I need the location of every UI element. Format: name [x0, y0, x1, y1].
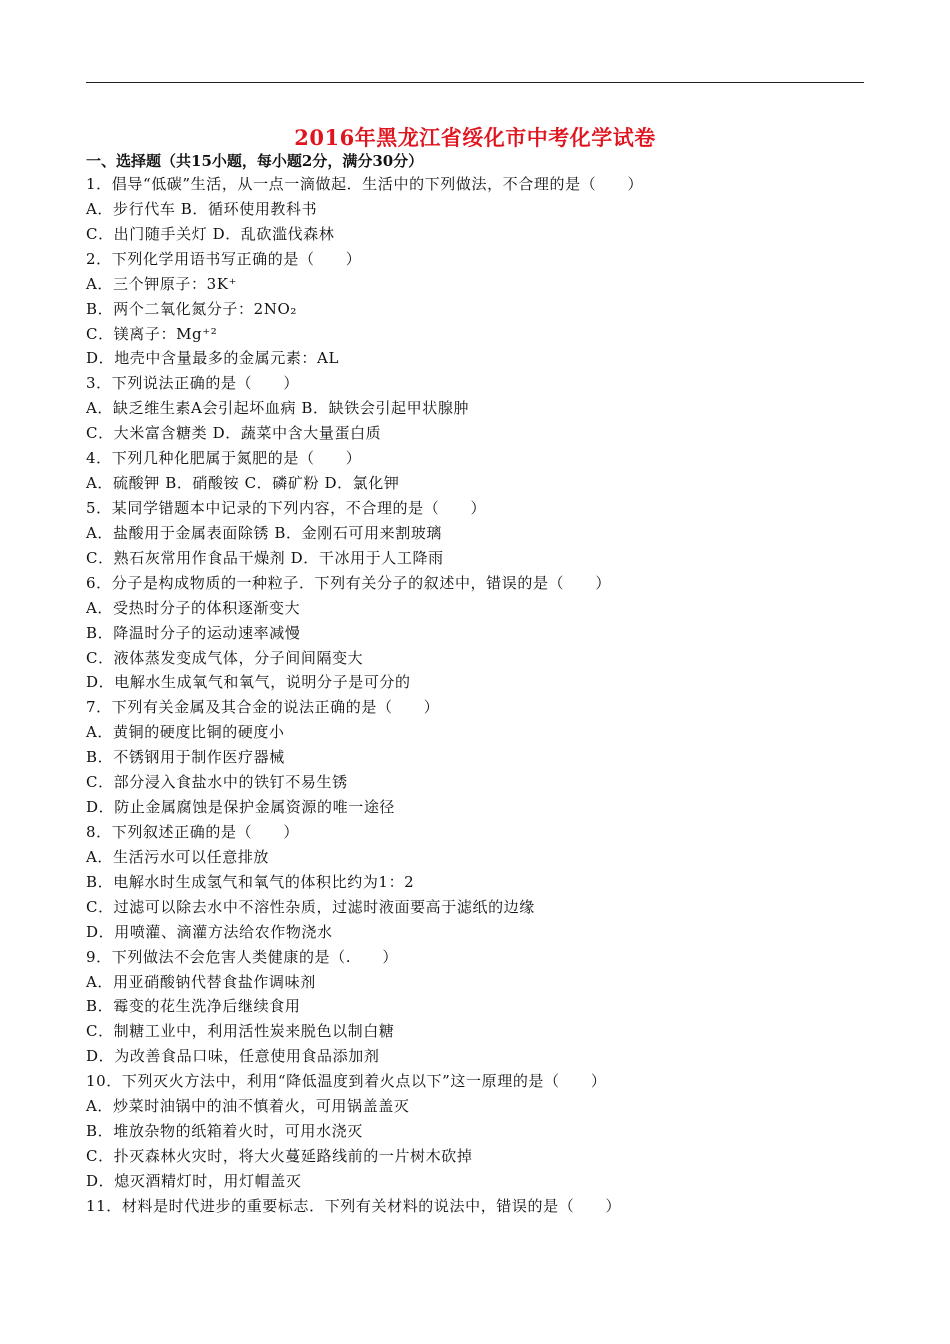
option-line: C．镁离子：Mg⁺² — [86, 324, 218, 343]
option-line: A．步行代车 B．循环使用教科书 — [86, 199, 318, 218]
question-line: 10．下列灭火方法中，利用“降低温度到着火点以下”这一原理的是（ ） — [86, 1072, 607, 1091]
option-line: D．为改善食品口味，任意使用食品添加剂 — [86, 1047, 380, 1066]
option-line: D．用喷灌、滴灌方法给农作物浇水 — [86, 922, 333, 941]
question-line: 8．下列叙述正确的是（ ） — [86, 822, 299, 841]
section-heading: 一、选择题（共15小题，每小题2分，满分30分） — [86, 152, 424, 170]
option-line: C．制糖工业中，利用活性炭来脱色以制白糖 — [86, 1022, 395, 1041]
option-line: C．熟石灰常用作食品干燥剂 D．干冰用于人工降雨 — [86, 548, 444, 567]
option-line: C．扑灭森林火灾时，将大火蔓延路线前的一片树木砍掉 — [86, 1146, 473, 1165]
option-line: A．炒菜时油锅中的油不慎着火，可用锅盖盖灭 — [86, 1097, 410, 1116]
question-line: 11．材料是时代进步的重要标志．下列有关材料的说法中，错误的是（ ） — [86, 1196, 622, 1215]
option-line: B．不锈钢用于制作医疗器械 — [86, 748, 285, 767]
option-line: C．大米富含糖类 D．蔬菜中含大量蛋白质 — [86, 424, 382, 443]
option-line: A．盐酸用于金属表面除锈 B．金刚石可用来割玻璃 — [86, 523, 443, 542]
option-line: C．液体蒸发变成气体，分子间间隔变大 — [86, 648, 364, 667]
option-line: A．黄铜的硬度比铜的硬度小 — [86, 723, 285, 742]
option-line: B．电解水时生成氢气和氧气的体积比约为1：2 — [86, 872, 415, 891]
option-line: D．防止金属腐蚀是保护金属资源的唯一途径 — [86, 798, 396, 817]
option-line: D．电解水生成氧气和氧气，说明分子是可分的 — [86, 673, 411, 692]
question-line: 4．下列几种化肥属于氮肥的是（ ） — [86, 449, 362, 468]
option-line: A．硫酸钾 B．硝酸铵 C．磷矿粉 D．氯化钾 — [86, 474, 400, 493]
option-line: A．缺乏维生素A会引起坏血病 B．缺铁会引起甲状腺肿 — [86, 399, 470, 418]
option-line: B．霉变的花生洗净后继续食用 — [86, 997, 301, 1016]
question-line: 7．下列有关金属及其合金的说法正确的是（ ） — [86, 698, 440, 717]
option-line: A．受热时分子的体积逐渐变大 — [86, 598, 301, 617]
option-line: B．降温时分子的运动速率减慢 — [86, 623, 301, 642]
header-rule — [86, 82, 864, 83]
option-line: A．三个钾原子：3K⁺ — [86, 274, 238, 293]
option-line: D．熄灭酒精灯时，用灯帽盖灭 — [86, 1171, 302, 1190]
option-line: B．两个二氧化氮分子：2NO₂ — [86, 299, 298, 318]
question-line: 2．下列化学用语书写正确的是（ ） — [86, 249, 362, 268]
option-line: B．堆放杂物的纸箱着火时，可用水浇灭 — [86, 1122, 363, 1141]
exam-content — [86, 150, 876, 1219]
question-line: 1．倡导“低碳”生活，从一点一滴做起．生活中的下列做法，不合理的是（ ） — [86, 175, 644, 193]
option-line: C．过滤可以除去水中不溶性杂质，过滤时液面要高于滤纸的边缘 — [86, 897, 535, 916]
question-line: 5．某同学错题本中记录的下列内容，不合理的是（ ） — [86, 498, 487, 517]
option-line: D．地壳中含量最多的金属元素：AL — [86, 349, 340, 368]
option-line: C．出门随手关灯 D．乱砍滥伐森林 — [86, 224, 335, 243]
question-line: 6．分子是构成物质的一种粒子．下列有关分子的叙述中，错误的是（ ） — [86, 573, 611, 592]
question-line: 3．下列说法正确的是（ ） — [86, 374, 299, 393]
question-line: 9．下列做法不会危害人类健康的是（. ） — [86, 947, 398, 966]
option-line: A．用亚硝酸钠代替食盐作调味剂 — [86, 972, 316, 991]
option-line: A．生活污水可以任意排放 — [86, 847, 270, 866]
option-line: C．部分浸入食盐水中的铁钉不易生锈 — [86, 773, 348, 792]
page-title: 2016年黑龙江省绥化市中考化学试卷 — [294, 125, 656, 150]
